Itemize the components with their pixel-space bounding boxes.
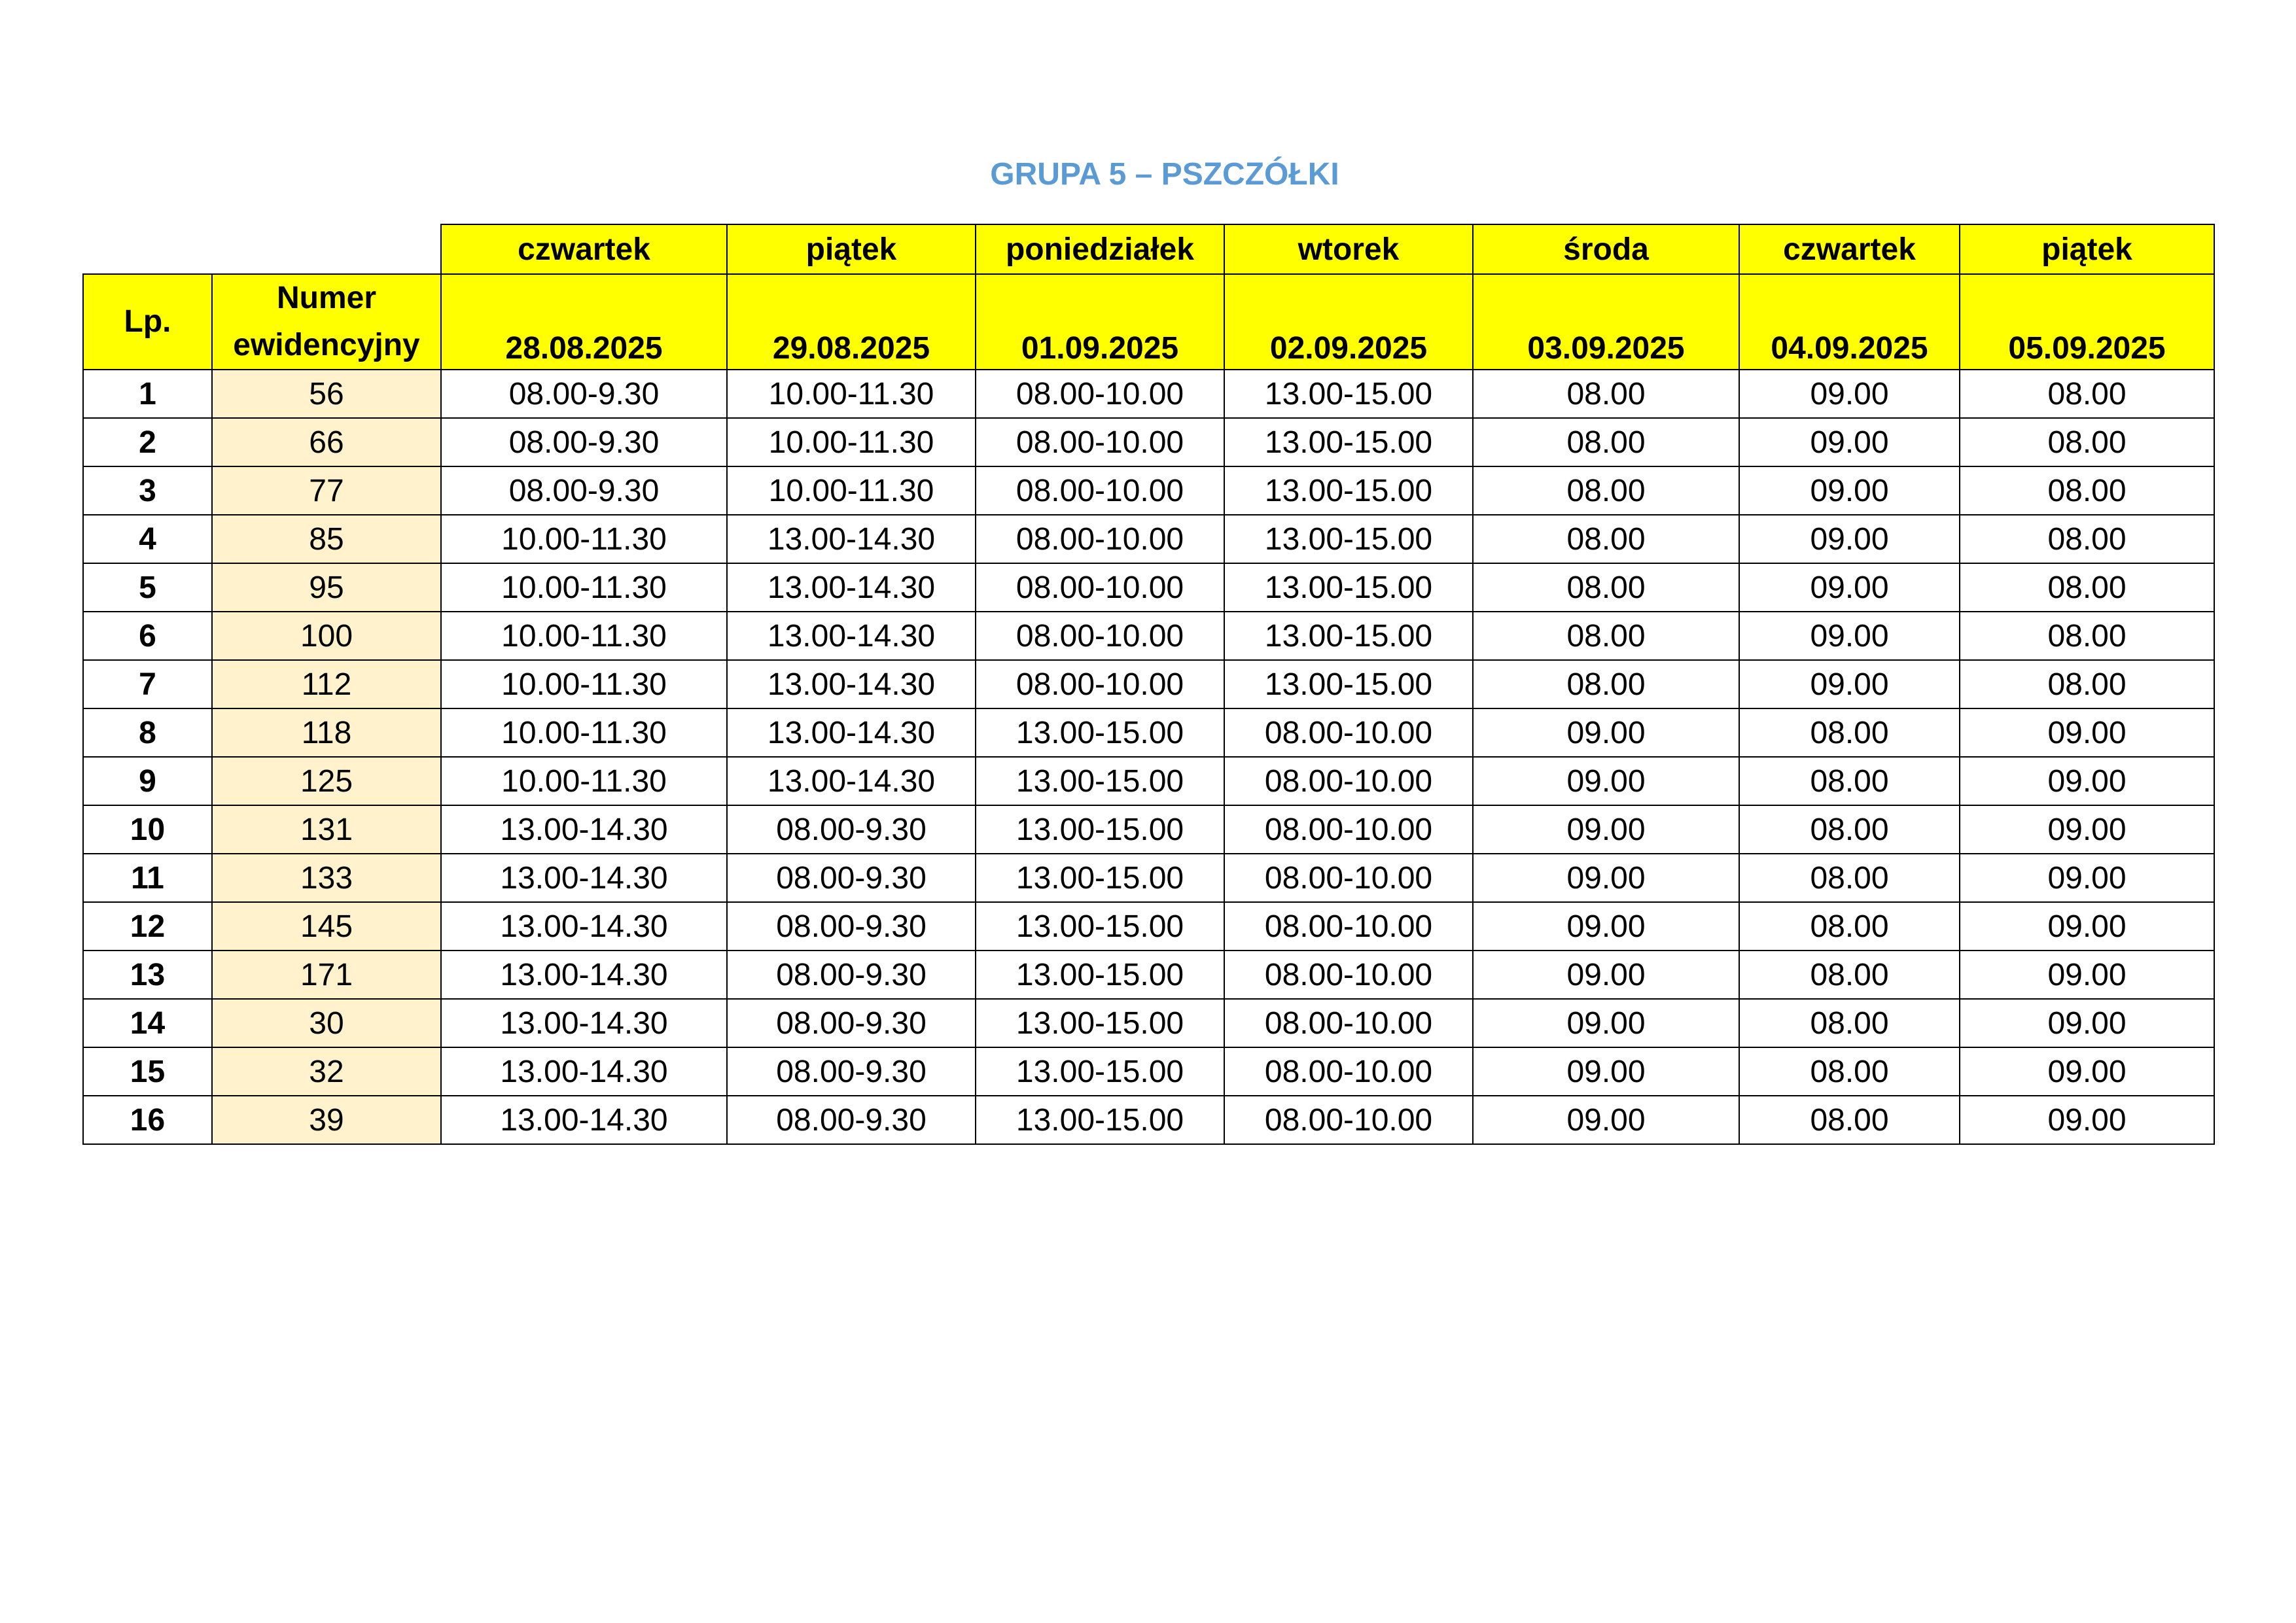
row-time-slot: 13.00-14.30 xyxy=(727,660,976,708)
row-time-slot: 09.00 xyxy=(1960,854,2214,902)
row-time-slot: 13.00-14.30 xyxy=(727,757,976,805)
row-lp: 6 xyxy=(83,612,212,660)
row-time-slot: 10.00-11.30 xyxy=(441,515,727,563)
row-time-slot: 08.00-10.00 xyxy=(1224,805,1473,854)
row-numer-ewidencyjny: 77 xyxy=(212,466,441,515)
row-time-slot: 09.00 xyxy=(1960,999,2214,1047)
header-date: 01.09.2025 xyxy=(976,274,1224,370)
row-time-slot: 09.00 xyxy=(1960,757,2214,805)
row-time-slot: 13.00-15.00 xyxy=(976,999,1224,1047)
row-time-slot: 13.00-15.00 xyxy=(1224,660,1473,708)
row-time-slot: 13.00-14.30 xyxy=(441,805,727,854)
table-row xyxy=(83,1047,2214,1096)
row-time-slot: 08.00-10.00 xyxy=(1224,708,1473,757)
page-title: GRUPA 5 – PSZCZÓŁKI xyxy=(990,157,1339,192)
row-time-slot: 13.00-14.30 xyxy=(441,951,727,999)
row-time-slot: 08.00-10.00 xyxy=(1224,951,1473,999)
row-time-slot: 13.00-15.00 xyxy=(976,951,1224,999)
row-time-slot: 09.00 xyxy=(1739,370,1960,418)
header-day: czwartek xyxy=(1739,224,1960,274)
header-date: 03.09.2025 xyxy=(1473,274,1739,370)
row-time-slot: 08.00 xyxy=(1960,515,2214,563)
table-row xyxy=(83,951,2214,999)
header-day: wtorek xyxy=(1224,224,1473,274)
row-time-slot: 08.00-9.30 xyxy=(727,902,976,951)
header-date: 02.09.2025 xyxy=(1224,274,1473,370)
row-numer-ewidencyjny: 56 xyxy=(212,370,441,418)
row-lp: 9 xyxy=(83,757,212,805)
row-numer-ewidencyjny: 125 xyxy=(212,757,441,805)
schedule-table xyxy=(82,224,2215,1145)
row-time-slot: 13.00-15.00 xyxy=(1224,370,1473,418)
row-time-slot: 08.00 xyxy=(1960,612,2214,660)
row-time-slot: 13.00-15.00 xyxy=(976,1096,1224,1144)
row-time-slot: 13.00-15.00 xyxy=(976,1047,1224,1096)
row-time-slot: 08.00 xyxy=(1473,418,1739,466)
row-time-slot: 10.00-11.30 xyxy=(727,466,976,515)
row-lp: 5 xyxy=(83,563,212,612)
row-time-slot: 09.00 xyxy=(1960,1047,2214,1096)
header-row-days xyxy=(83,224,2214,274)
row-time-slot: 08.00 xyxy=(1473,370,1739,418)
row-time-slot: 09.00 xyxy=(1473,999,1739,1047)
row-time-slot: 08.00 xyxy=(1739,854,1960,902)
row-time-slot: 13.00-14.30 xyxy=(727,612,976,660)
row-numer-ewidencyjny: 95 xyxy=(212,563,441,612)
row-time-slot: 09.00 xyxy=(1739,466,1960,515)
row-time-slot: 08.00-10.00 xyxy=(1224,999,1473,1047)
row-time-slot: 10.00-11.30 xyxy=(727,370,976,418)
row-lp: 3 xyxy=(83,466,212,515)
row-numer-ewidencyjny: 133 xyxy=(212,854,441,902)
row-numer-ewidencyjny: 118 xyxy=(212,708,441,757)
row-time-slot: 09.00 xyxy=(1473,805,1739,854)
row-time-slot: 09.00 xyxy=(1473,854,1739,902)
header-date: 05.09.2025 xyxy=(1960,274,2214,370)
row-numer-ewidencyjny: 131 xyxy=(212,805,441,854)
row-time-slot: 08.00 xyxy=(1473,612,1739,660)
row-numer-ewidencyjny: 66 xyxy=(212,418,441,466)
row-time-slot: 09.00 xyxy=(1960,805,2214,854)
row-time-slot: 10.00-11.30 xyxy=(441,708,727,757)
row-time-slot: 13.00-14.30 xyxy=(441,1096,727,1144)
row-time-slot: 13.00-14.30 xyxy=(727,708,976,757)
row-time-slot: 08.00-10.00 xyxy=(976,612,1224,660)
table-row xyxy=(83,708,2214,757)
row-time-slot: 08.00 xyxy=(1473,563,1739,612)
table-row xyxy=(83,370,2214,418)
row-time-slot: 13.00-14.30 xyxy=(727,563,976,612)
row-numer-ewidencyjny: 145 xyxy=(212,902,441,951)
table-row xyxy=(83,757,2214,805)
row-time-slot: 13.00-15.00 xyxy=(976,757,1224,805)
table-row xyxy=(83,902,2214,951)
row-time-slot: 08.00-10.00 xyxy=(976,418,1224,466)
row-time-slot: 08.00-10.00 xyxy=(976,466,1224,515)
row-time-slot: 09.00 xyxy=(1473,902,1739,951)
table-row xyxy=(83,515,2214,563)
row-time-slot: 13.00-14.30 xyxy=(727,515,976,563)
header-date: 04.09.2025 xyxy=(1739,274,1960,370)
row-numer-ewidencyjny: 39 xyxy=(212,1096,441,1144)
row-lp: 15 xyxy=(83,1047,212,1096)
row-time-slot: 08.00-9.30 xyxy=(727,805,976,854)
table-row xyxy=(83,999,2214,1047)
header-blank xyxy=(83,224,441,274)
row-lp: 11 xyxy=(83,854,212,902)
row-time-slot: 09.00 xyxy=(1960,902,2214,951)
row-time-slot: 13.00-15.00 xyxy=(976,805,1224,854)
row-time-slot: 08.00-10.00 xyxy=(976,563,1224,612)
row-time-slot: 09.00 xyxy=(1960,1096,2214,1144)
table-row xyxy=(83,418,2214,466)
row-time-slot: 09.00 xyxy=(1739,563,1960,612)
row-time-slot: 08.00 xyxy=(1739,757,1960,805)
row-time-slot: 08.00 xyxy=(1739,1096,1960,1144)
row-lp: 14 xyxy=(83,999,212,1047)
row-lp: 4 xyxy=(83,515,212,563)
row-time-slot: 09.00 xyxy=(1739,515,1960,563)
row-time-slot: 13.00-15.00 xyxy=(1224,515,1473,563)
row-time-slot: 08.00 xyxy=(1739,999,1960,1047)
row-time-slot: 08.00 xyxy=(1473,660,1739,708)
row-numer-ewidencyjny: 32 xyxy=(212,1047,441,1096)
row-time-slot: 08.00-9.30 xyxy=(727,1047,976,1096)
row-time-slot: 09.00 xyxy=(1473,1096,1739,1144)
row-time-slot: 13.00-14.30 xyxy=(441,999,727,1047)
row-time-slot: 13.00-15.00 xyxy=(976,708,1224,757)
row-time-slot: 08.00-9.30 xyxy=(727,854,976,902)
row-time-slot: 10.00-11.30 xyxy=(441,612,727,660)
row-lp: 12 xyxy=(83,902,212,951)
row-time-slot: 08.00-9.30 xyxy=(727,999,976,1047)
row-numer-ewidencyjny: 100 xyxy=(212,612,441,660)
row-time-slot: 08.00 xyxy=(1960,466,2214,515)
row-lp: 1 xyxy=(83,370,212,418)
row-time-slot: 13.00-15.00 xyxy=(1224,466,1473,515)
row-time-slot: 13.00-15.00 xyxy=(1224,563,1473,612)
header-day: piątek xyxy=(727,224,976,274)
row-time-slot: 08.00 xyxy=(1473,515,1739,563)
row-time-slot: 08.00-10.00 xyxy=(1224,902,1473,951)
row-time-slot: 08.00 xyxy=(1473,466,1739,515)
header-day: czwartek xyxy=(441,224,727,274)
header-day: piątek xyxy=(1960,224,2214,274)
row-time-slot: 08.00-10.00 xyxy=(976,660,1224,708)
row-time-slot: 08.00-9.30 xyxy=(441,370,727,418)
row-time-slot: 08.00-9.30 xyxy=(441,466,727,515)
row-time-slot: 08.00 xyxy=(1739,805,1960,854)
row-numer-ewidencyjny: 30 xyxy=(212,999,441,1047)
table-row xyxy=(83,660,2214,708)
row-time-slot: 08.00-10.00 xyxy=(976,515,1224,563)
row-time-slot: 08.00 xyxy=(1960,563,2214,612)
header-date: 28.08.2025 xyxy=(441,274,727,370)
table-row xyxy=(83,1096,2214,1144)
table-row xyxy=(83,805,2214,854)
row-time-slot: 09.00 xyxy=(1739,660,1960,708)
row-time-slot: 13.00-14.30 xyxy=(441,854,727,902)
row-lp: 16 xyxy=(83,1096,212,1144)
row-lp: 10 xyxy=(83,805,212,854)
row-time-slot: 08.00-10.00 xyxy=(976,370,1224,418)
row-time-slot: 10.00-11.30 xyxy=(441,660,727,708)
row-lp: 8 xyxy=(83,708,212,757)
row-time-slot: 08.00 xyxy=(1960,418,2214,466)
row-time-slot: 08.00 xyxy=(1739,902,1960,951)
row-time-slot: 09.00 xyxy=(1739,418,1960,466)
header-day: środa xyxy=(1473,224,1739,274)
row-time-slot: 13.00-14.30 xyxy=(441,1047,727,1096)
row-time-slot: 08.00-9.30 xyxy=(727,1096,976,1144)
row-time-slot: 09.00 xyxy=(1739,612,1960,660)
row-time-slot: 09.00 xyxy=(1473,757,1739,805)
row-time-slot: 08.00 xyxy=(1739,708,1960,757)
row-time-slot: 08.00 xyxy=(1739,951,1960,999)
row-time-slot: 09.00 xyxy=(1960,951,2214,999)
row-time-slot: 09.00 xyxy=(1473,708,1739,757)
row-time-slot: 13.00-15.00 xyxy=(1224,612,1473,660)
table-row xyxy=(83,466,2214,515)
row-lp: 2 xyxy=(83,418,212,466)
row-time-slot: 10.00-11.30 xyxy=(441,757,727,805)
row-time-slot: 09.00 xyxy=(1473,951,1739,999)
header-row-dates xyxy=(83,274,2214,370)
row-numer-ewidencyjny: 85 xyxy=(212,515,441,563)
row-time-slot: 08.00 xyxy=(1739,1047,1960,1096)
row-time-slot: 08.00-10.00 xyxy=(1224,757,1473,805)
row-time-slot: 08.00-10.00 xyxy=(1224,854,1473,902)
row-time-slot: 09.00 xyxy=(1473,1047,1739,1096)
row-time-slot: 08.00-10.00 xyxy=(1224,1096,1473,1144)
row-time-slot: 13.00-15.00 xyxy=(976,902,1224,951)
header-numer: Numer ewidencyjny xyxy=(212,274,441,370)
row-numer-ewidencyjny: 171 xyxy=(212,951,441,999)
row-time-slot: 08.00-9.30 xyxy=(727,951,976,999)
row-time-slot: 10.00-11.30 xyxy=(441,563,727,612)
header-date: 29.08.2025 xyxy=(727,274,976,370)
table-row xyxy=(83,563,2214,612)
row-time-slot: 13.00-14.30 xyxy=(441,902,727,951)
row-time-slot: 09.00 xyxy=(1960,708,2214,757)
row-lp: 7 xyxy=(83,660,212,708)
row-numer-ewidencyjny: 112 xyxy=(212,660,441,708)
header-lp: Lp. xyxy=(83,274,212,370)
row-time-slot: 13.00-15.00 xyxy=(976,854,1224,902)
row-time-slot: 08.00 xyxy=(1960,660,2214,708)
table-row xyxy=(83,612,2214,660)
row-time-slot: 08.00 xyxy=(1960,370,2214,418)
row-time-slot: 08.00-9.30 xyxy=(441,418,727,466)
row-time-slot: 10.00-11.30 xyxy=(727,418,976,466)
row-time-slot: 13.00-15.00 xyxy=(1224,418,1473,466)
row-lp: 13 xyxy=(83,951,212,999)
header-day: poniedziałek xyxy=(976,224,1224,274)
table-row xyxy=(83,854,2214,902)
row-time-slot: 08.00-10.00 xyxy=(1224,1047,1473,1096)
